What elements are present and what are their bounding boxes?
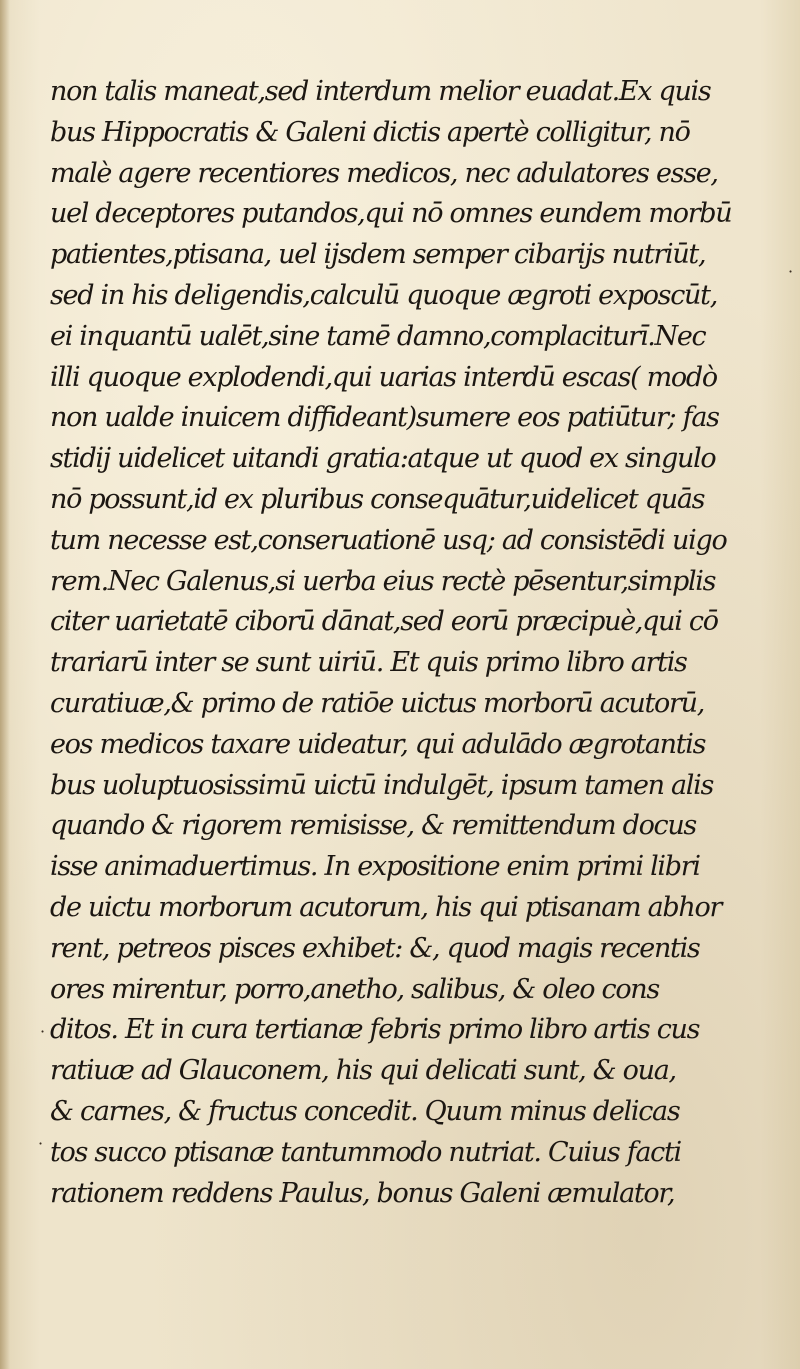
text-line: eos medicos taxare uideatur, qui adulādo ægrotantis	[50, 728, 706, 760]
text-line: bus uoluptuosissimū uictū indulgēt, ipsum tamen alis	[50, 769, 714, 801]
text-line: bus Hippocratis & Galeni dictis apertè colligitur, nō	[50, 116, 690, 148]
text-line: & carnes, & fructus concedit. Quum minus delicas	[50, 1095, 680, 1127]
text-line: isse animaduertimus. In expositione enim primi libri	[50, 851, 700, 883]
text-line: quando & rigorem remisisse, & remittendum docus	[50, 810, 696, 842]
text-line: non talis maneat,sed interdum melior euadat.Ex quis	[50, 76, 711, 107]
text-line: curatiuæ,& primo de ratiōe uictus morborū acutorū,	[50, 687, 704, 719]
text-line: rationem reddens Paulus, bonus Galeni æmulator,	[50, 1177, 675, 1209]
text-block	[50, 72, 772, 1214]
text-line: rent, petreos pisces exhibet: &, quod magis recentis	[50, 932, 700, 964]
text-line: malè agere recentiores medicos, nec adulatores esse,	[50, 157, 718, 189]
text-line: non ualde inuicem diffideant)sumere eos patiūtur; fas	[50, 402, 719, 434]
text-line: ditos. Et in cura tertianæ febris primo libro artis cus	[50, 1014, 700, 1046]
text-line: uel deceptores putandos,qui nō omnes eundem morbū	[50, 198, 732, 230]
text-line: stidij uidelicet uitandi gratia:atque ut quod ex singulo	[50, 443, 716, 475]
text-line: sed in his deligendis,calculū quoque ægroti exposcūt,	[50, 279, 717, 311]
text-line: ei inquantū ualēt,sine tamē damno,complaciturī.Nec	[50, 320, 706, 352]
ink-speck: ·	[788, 262, 794, 281]
ink-speck: ·	[40, 1022, 46, 1041]
binding-gutter-edge	[0, 0, 10, 1369]
text-line: citer uarietatē ciborū dānat,sed eorū præcipuè,qui cō	[50, 606, 718, 638]
ink-speck: ·	[38, 1134, 44, 1153]
text-line: ratiuæ ad Glauconem, his qui delicati sunt, & oua,	[50, 1055, 676, 1087]
text-line: patientes,ptisana, uel ijsdem semper cibarijs nutriūt,	[50, 239, 706, 271]
text-line: nō possunt,id ex pluribus consequātur,uidelicet quās	[50, 483, 705, 515]
text-line: tum necesse est,conseruationē usq; ad consistēdi uigo	[50, 524, 727, 556]
text-line: de uictu morborum acutorum, his qui ptisanam abhor	[50, 891, 722, 923]
text-line: tos succo ptisanæ tantummodo nutriat. Cuius facti	[50, 1136, 681, 1168]
text-line: trariarū inter se sunt uiriū. Et quis primo libro artis	[50, 647, 687, 679]
text-line: ores mirentur, porro,anetho, salibus, & oleo cons	[50, 973, 659, 1005]
text-line: illi quoque explodendi,qui uarias interdū escas( modò	[50, 361, 717, 393]
text-line: rem.Nec Galenus,si uerba eius rectè pēsentur,simplis	[50, 565, 716, 597]
